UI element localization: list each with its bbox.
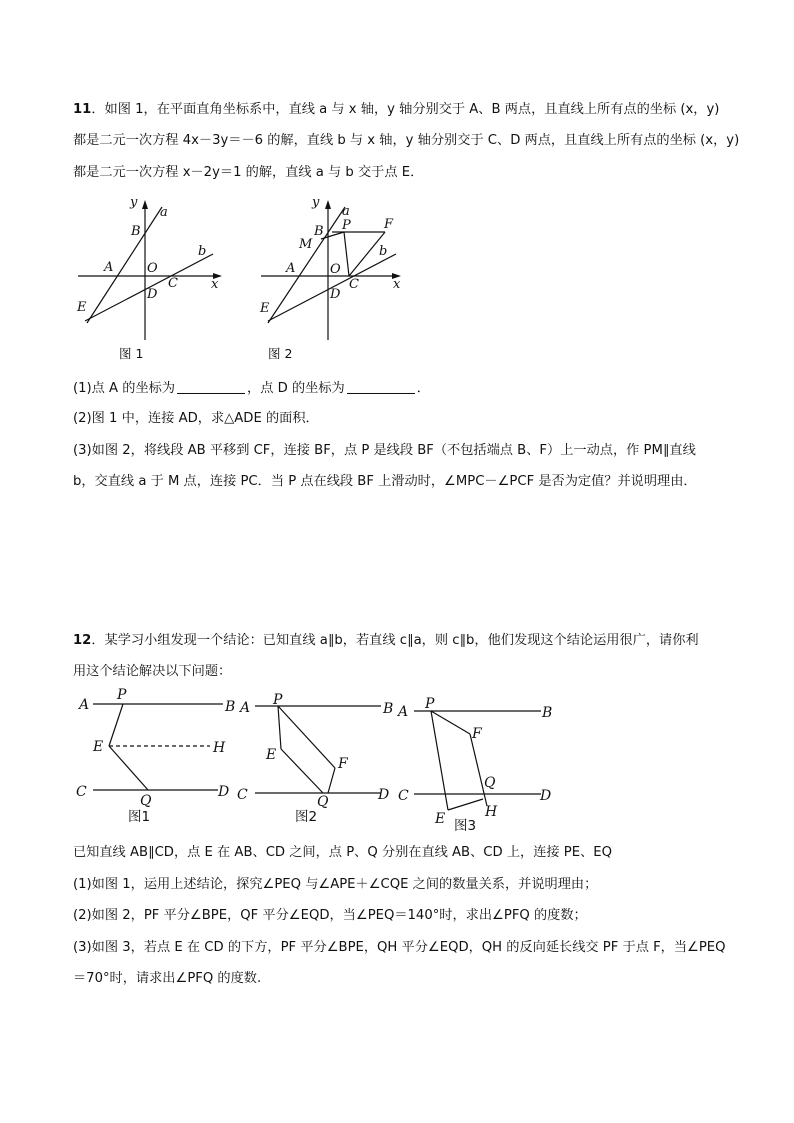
q12f3-label-C: C	[398, 788, 409, 804]
q11-text-line3: 都是二元一次方程 x－2y＝1 的解，直线 a 与 b 交于点 E．	[73, 165, 424, 180]
f2-label-y: y	[312, 195, 320, 210]
q11-part1-a: (1)点 A 的坐标为	[73, 381, 176, 396]
q12f3-label-A: A	[398, 704, 409, 720]
q12f1-label-A: A	[79, 697, 90, 713]
q12-part3-line2: ＝70°时，请求出∠PFQ 的度数.	[73, 971, 262, 986]
q11-number: 11	[73, 102, 92, 117]
q12f2-label-C: C	[237, 787, 248, 803]
q11-text-line1	[73, 101, 719, 119]
q12f2-label-Q: Q	[317, 794, 329, 810]
q11-part1	[73, 379, 430, 398]
f2-label-B: B	[314, 224, 324, 239]
q11-fig1-caption: 图 1	[119, 346, 144, 361]
q11-fig2-caption: 图 2	[268, 346, 293, 361]
q12f1-label-B: B	[225, 699, 236, 715]
f1-label-O: O	[147, 261, 158, 276]
f1-label-D: D	[147, 287, 158, 302]
f1-label-a: a	[160, 205, 168, 220]
q11-line1-text: ．如图 1，在平面直角坐标系中，直线 a 与 x 轴，y 轴分别交于 A、B 两点，且直线上所有点的坐标 (x，y)	[91, 102, 720, 117]
q12-figure-1	[75, 688, 245, 828]
q12f3-label-H: H	[485, 804, 498, 820]
q12f1-label-C: C	[76, 784, 87, 800]
q12f3-label-B: B	[542, 705, 553, 721]
q12f2-label-P: P	[273, 692, 283, 708]
f2-label-x: x	[393, 277, 401, 292]
q11-text-line2: 都是二元一次方程 4x－3y＝－6 的解，直线 b 与 x 轴，y 轴分别交于 C、D 两点，且直线上所有点的坐标 (x，y)	[73, 133, 740, 148]
q11-part1-c: ．	[416, 381, 430, 396]
q12-fig2-caption: 图2	[295, 809, 318, 825]
q11-figure-1	[70, 195, 240, 365]
q12-number: 12	[73, 633, 92, 648]
answer-blank-D[interactable]	[347, 379, 415, 394]
q12-figure-2	[235, 688, 405, 828]
q12-part3-line1: (3)如图 3，若点 E 在 CD 的下方，PF 平分∠BPE，QH 平分∠EQD，QH 的反向延长线交 PF 于点 F，当∠PEQ	[73, 940, 726, 955]
q12f3-label-D: D	[540, 788, 552, 804]
f1-label-C: C	[168, 276, 178, 291]
q12f2-label-E: E	[266, 747, 277, 763]
f2-label-C: C	[349, 277, 359, 292]
q11-part1-b: ，点 D 的坐标为	[247, 381, 345, 396]
f2-label-M: M	[299, 237, 313, 252]
q12f2-label-D: D	[378, 787, 390, 803]
answer-blank-A[interactable]	[177, 379, 245, 394]
f1-label-y: y	[130, 195, 138, 210]
f2-label-b: b	[379, 244, 388, 259]
f1-label-x: x	[211, 277, 219, 292]
q11-part3-line2: b，交直线 a 于 M 点，连接 PC．当 P 点在线段 BF 上滑动时，∠MPC－∠PCF 是否为定值？并说明理由．	[73, 474, 697, 489]
q12f2-label-A: A	[240, 700, 251, 716]
q12-part1: (1)如图 1，运用上述结论，探究∠PEQ 与∠APE＋∠CQE 之间的数量关系，并说明理由；	[73, 877, 598, 892]
f1-label-E: E	[77, 300, 87, 315]
q12f3-label-E: E	[435, 811, 446, 827]
q12f1-label-D: D	[218, 784, 230, 800]
q12f3-label-F: F	[472, 726, 482, 742]
f2-label-F: F	[384, 217, 394, 232]
q12f1-label-E: E	[93, 739, 104, 755]
q12-fig1-caption: 图1	[128, 809, 151, 825]
q12f2-label-B: B	[383, 701, 394, 717]
f2-label-O: O	[330, 262, 341, 277]
q11-figure-2	[253, 195, 423, 365]
q12f1-label-H: H	[213, 740, 226, 756]
q12f1-label-Q: Q	[140, 793, 152, 809]
q12f3-label-Q: Q	[484, 775, 496, 791]
q12f3-label-P: P	[425, 696, 435, 712]
q12-intro-line1: ．某学习小组发现一个结论：已知直线 a∥b，若直线 c∥a，则 c∥b，他们发现这个结论运用很广，请你利	[91, 633, 699, 648]
f2-label-A: A	[286, 261, 296, 276]
q12-part2: (2)如图 2，PF 平分∠BPE，QF 平分∠EQD，当∠PEQ＝140°时，求出∠PFQ 的度数；	[73, 908, 587, 923]
q12-figure-3	[395, 690, 565, 840]
f2-label-D: D	[330, 287, 341, 302]
q12-given: 已知直线 AB∥CD，点 E 在 AB、CD 之间，点 P、Q 分别在直线 AB、CD 上，连接 PE、EQ	[73, 845, 612, 860]
q11-part3-line1: (3)如图 2，将线段 AB 平移到 CF，连接 BF，点 P 是线段 BF（不包括端点 B、F）上一动点，作 PM∥直线	[73, 443, 696, 458]
f2-label-E: E	[260, 301, 270, 316]
q12f2-label-F: F	[338, 756, 348, 772]
q12-fig3-caption: 图3	[454, 818, 477, 834]
f1-label-b: b	[198, 244, 207, 259]
f2-label-P: P	[342, 218, 351, 233]
q12-text-line1	[73, 632, 699, 650]
f1-label-B: B	[131, 224, 141, 239]
q12-text-line2: 用这个结论解决以下问题：	[73, 664, 232, 679]
f1-label-A: A	[104, 260, 114, 275]
f2-label-a: a	[342, 204, 350, 219]
q12f1-label-P: P	[117, 687, 127, 703]
q11-part2: (2)图 1 中，连接 AD，求△ADE 的面积．	[73, 411, 319, 426]
